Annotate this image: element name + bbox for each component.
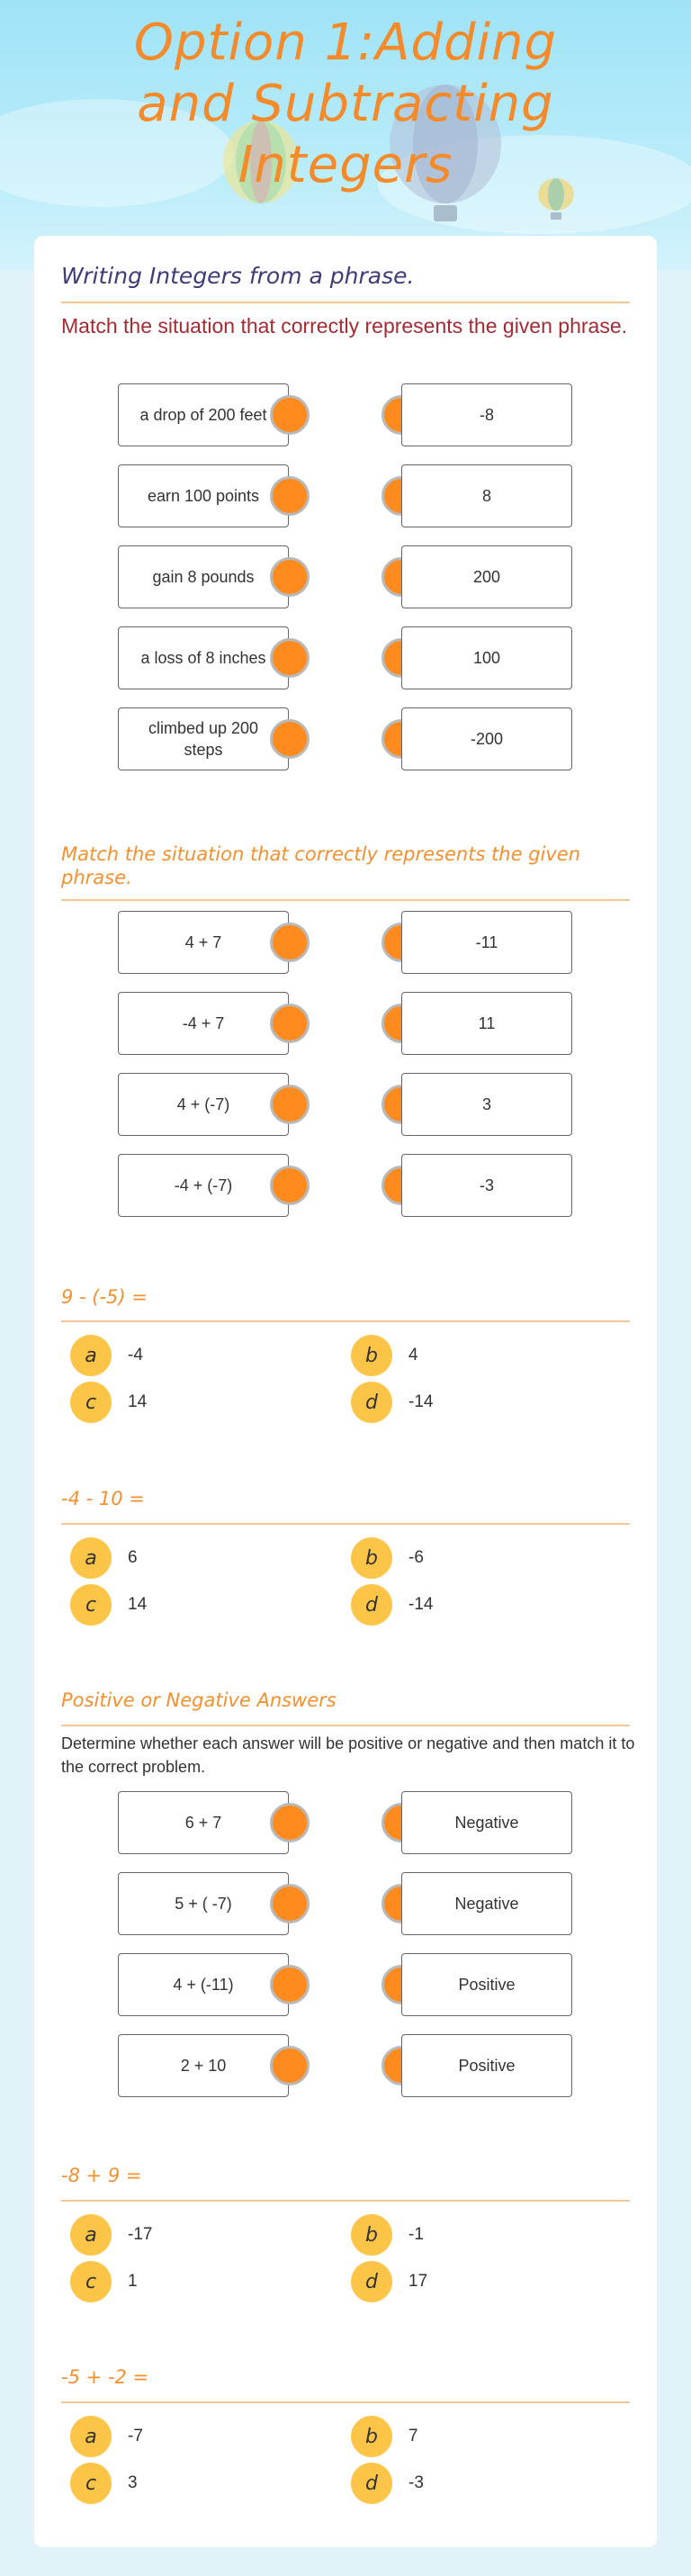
option-letter-b[interactable]: b bbox=[351, 2416, 392, 2457]
option-letter-d[interactable]: d bbox=[351, 1584, 392, 1626]
match-left-item[interactable]: 2 + 10 bbox=[118, 2034, 289, 2097]
divider bbox=[61, 2200, 630, 2202]
match-right-item[interactable]: -200 bbox=[401, 707, 572, 770]
option-letter-c[interactable]: c bbox=[70, 2261, 112, 2302]
match-right-item[interactable]: 200 bbox=[401, 545, 572, 608]
divider bbox=[61, 899, 630, 901]
option-letter-a[interactable]: a bbox=[70, 2214, 112, 2256]
option-text-a[interactable]: -17 bbox=[128, 2225, 153, 2244]
match-right-item[interactable]: 8 bbox=[401, 464, 572, 527]
option-letter-b[interactable]: b bbox=[351, 1537, 392, 1579]
option-letter-d[interactable]: d bbox=[351, 2261, 392, 2302]
option-text-b[interactable]: 7 bbox=[408, 2427, 418, 2445]
header-banner bbox=[0, 0, 691, 270]
question-prompt: Determine whether each answer will be positive or negative and then match it to the correct problem. bbox=[61, 1734, 635, 1776]
match-right-item[interactable]: -3 bbox=[401, 1154, 572, 1217]
match-left-item[interactable]: -4 + (-7) bbox=[118, 1154, 289, 1217]
question-prompt: Match the situation that correctly represents the given phrase. bbox=[61, 314, 627, 338]
match-left-item[interactable]: 6 + 7 bbox=[118, 1791, 289, 1854]
option-text-c[interactable]: 3 bbox=[128, 2473, 138, 2492]
match-left-item[interactable]: -4 + 7 bbox=[118, 992, 289, 1055]
option-letter-a[interactable]: a bbox=[70, 2416, 112, 2457]
match-connector-dot[interactable] bbox=[270, 395, 310, 435]
option-text-b[interactable]: 4 bbox=[408, 1346, 418, 1365]
option-text-c[interactable]: 14 bbox=[128, 1392, 148, 1411]
section-heading: Positive or Negative Answers bbox=[61, 1689, 337, 1711]
option-text-d[interactable]: -3 bbox=[408, 2473, 424, 2492]
divider bbox=[61, 302, 630, 303]
match-connector-dot[interactable] bbox=[270, 638, 310, 678]
match-connector-dot[interactable] bbox=[270, 2046, 310, 2085]
option-letter-c[interactable]: c bbox=[70, 2463, 112, 2504]
match-right-item[interactable]: Negative bbox=[401, 1791, 572, 1854]
match-left-item[interactable]: climbed up 200 steps bbox=[118, 707, 289, 770]
section-heading: Writing Integers from a phrase. bbox=[61, 263, 415, 289]
match-left-item[interactable]: 4 + (-11) bbox=[118, 1953, 289, 2016]
option-letter-b[interactable]: b bbox=[351, 1335, 392, 1376]
option-letter-d[interactable]: d bbox=[351, 1382, 392, 1423]
page-title: Option 1:Adding and Subtracting Integers bbox=[133, 14, 558, 194]
match-right-item[interactable]: Positive bbox=[401, 1953, 572, 2016]
match-connector-dot[interactable] bbox=[270, 476, 310, 516]
option-letter-c[interactable]: c bbox=[70, 1584, 112, 1626]
match-left-item[interactable]: gain 8 pounds bbox=[118, 545, 289, 608]
question-heading: 9 - (-5) = bbox=[61, 1286, 148, 1308]
match-right-item[interactable]: -8 bbox=[401, 383, 572, 446]
divider bbox=[61, 1320, 630, 1322]
match-right-item[interactable]: Negative bbox=[401, 1872, 572, 1935]
match-left-item[interactable]: 5 + ( -7) bbox=[118, 1872, 289, 1935]
option-text-a[interactable]: -7 bbox=[128, 2427, 143, 2445]
match-right-item[interactable]: 100 bbox=[401, 626, 572, 689]
match-left-item[interactable]: a loss of 8 inches bbox=[118, 626, 289, 689]
match-left-item[interactable]: earn 100 points bbox=[118, 464, 289, 527]
match-left-item[interactable]: 4 + 7 bbox=[118, 911, 289, 974]
option-text-b[interactable]: -6 bbox=[408, 1548, 424, 1567]
option-letter-b[interactable]: b bbox=[351, 2214, 392, 2256]
match-left-item[interactable]: 4 + (-7) bbox=[118, 1073, 289, 1136]
match-connector-dot[interactable] bbox=[270, 1004, 310, 1043]
option-text-a[interactable]: 6 bbox=[128, 1548, 138, 1567]
match-right-item[interactable]: Positive bbox=[401, 2034, 572, 2097]
match-connector-dot[interactable] bbox=[270, 1166, 310, 1205]
section-heading: Match the situation that correctly represents the given phrase. bbox=[61, 843, 581, 888]
option-text-b[interactable]: -1 bbox=[408, 2225, 424, 2244]
match-connector-dot[interactable] bbox=[270, 557, 310, 597]
question-heading: -4 - 10 = bbox=[61, 1488, 145, 1509]
option-text-c[interactable]: 14 bbox=[128, 1595, 148, 1614]
option-text-d[interactable]: 17 bbox=[408, 2272, 428, 2291]
match-connector-dot[interactable] bbox=[270, 1884, 310, 1923]
option-letter-c[interactable]: c bbox=[70, 1382, 112, 1423]
question-heading: -5 + -2 = bbox=[61, 2366, 149, 2388]
match-right-item[interactable]: 3 bbox=[401, 1073, 572, 1136]
option-text-d[interactable]: -14 bbox=[408, 1595, 434, 1614]
worksheet-card bbox=[34, 236, 657, 2547]
divider bbox=[61, 1725, 630, 1726]
match-connector-dot[interactable] bbox=[270, 923, 310, 962]
match-connector-dot[interactable] bbox=[270, 1085, 310, 1124]
match-right-item[interactable]: -11 bbox=[401, 911, 572, 974]
divider bbox=[61, 1523, 630, 1525]
option-text-a[interactable]: -4 bbox=[128, 1346, 143, 1365]
match-connector-dot[interactable] bbox=[270, 1965, 310, 2004]
match-connector-dot[interactable] bbox=[270, 1803, 310, 1842]
question-heading: -8 + 9 = bbox=[61, 2165, 142, 2186]
option-letter-d[interactable]: d bbox=[351, 2463, 392, 2504]
match-left-item[interactable]: a drop of 200 feet bbox=[118, 383, 289, 446]
match-right-item[interactable]: 11 bbox=[401, 992, 572, 1055]
option-letter-a[interactable]: a bbox=[70, 1335, 112, 1376]
match-connector-dot[interactable] bbox=[270, 719, 310, 759]
option-letter-a[interactable]: a bbox=[70, 1537, 112, 1579]
option-text-c[interactable]: 1 bbox=[128, 2272, 138, 2291]
option-text-d[interactable]: -14 bbox=[408, 1392, 434, 1411]
divider bbox=[61, 2401, 630, 2403]
